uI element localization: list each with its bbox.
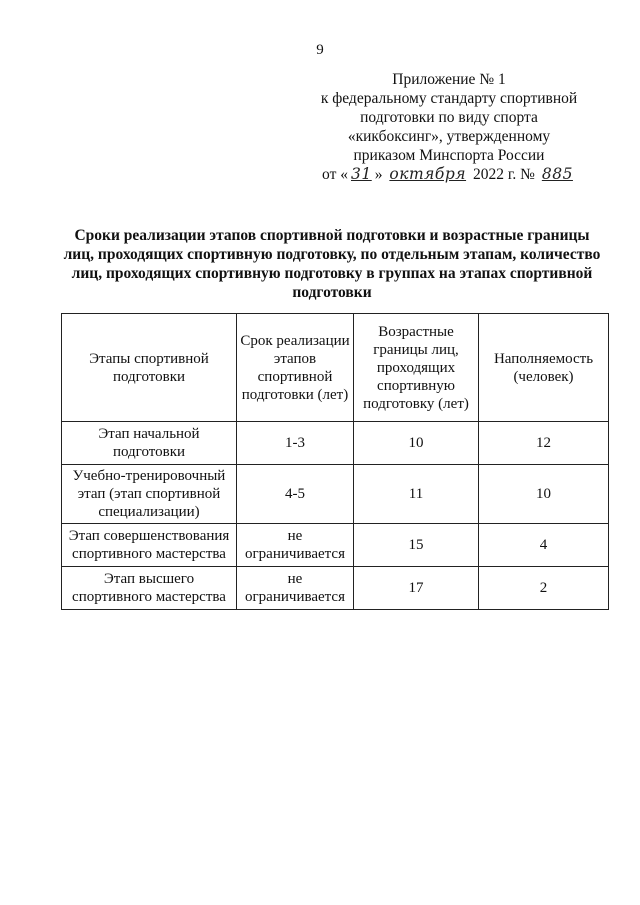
cell-duration: не ограничивается [237,567,354,610]
table-row [62,524,609,567]
appendix-title: Приложение № 1 [392,71,506,88]
cell-group-size: 2 [479,567,609,610]
cell-age: 10 [354,422,479,465]
cell-group-size: 4 [479,524,609,567]
appendix-line: подготовки по виду спорта [360,109,538,126]
appendix-line: приказом Минспорта России [353,147,545,164]
table-row [62,567,609,610]
table-row [62,465,609,524]
date-day-handwritten: 31 [351,165,372,183]
table-row [62,422,609,465]
cell-group-size: 12 [479,422,609,465]
cell-duration: 1-3 [237,422,354,465]
header-stages: Этапы спортивной подготовки [62,314,237,422]
cell-age: 17 [354,567,479,610]
cell-stage: Учебно-тренировочный этап (этап спортивной специализации) [62,465,237,524]
appendix-date-line [314,165,584,184]
header-group-size: Наполняемость (человек) [479,314,609,422]
header-duration: Срок реализации этапов спортивной подготовки (лет) [237,314,354,422]
appendix-line: «кикбоксинг», утвержденному [347,128,551,145]
cell-age: 11 [354,465,479,524]
table-header-row [62,314,609,422]
cell-duration: не ограничивается [237,524,354,567]
cell-duration: 4-5 [237,465,354,524]
page-number: 9 [316,42,324,58]
date-year: 2022 г. № [472,166,535,183]
stages-table [61,313,609,610]
appendix-block [314,70,584,184]
header-age-limits: Возрастные границы лиц, проходящих спортивную подготовку (лет) [354,314,479,422]
cell-stage: Этап совершенствования спортивного мастерства [62,524,237,567]
order-number-handwritten: 885 [541,165,573,183]
date-prefix: от « [322,166,348,183]
appendix-line: к федеральному стандарту спортивной [320,90,578,107]
cell-stage: Этап высшего спортивного мастерства [62,567,237,610]
document-heading: Сроки реализации этапов спортивной подготовки и возрастные границы лиц, проходящих спортивную подготовку, по отдельным этапам, количество лиц, проходящих спортивную подготовку в группах на этапах спортивной подготовки [63,227,601,301]
date-month-handwritten: октября [389,165,467,183]
cell-group-size: 10 [479,465,609,524]
cell-age: 15 [354,524,479,567]
date-mid: » [374,166,383,183]
stages-table-container [61,313,609,610]
cell-stage: Этап начальной подготовки [62,422,237,465]
